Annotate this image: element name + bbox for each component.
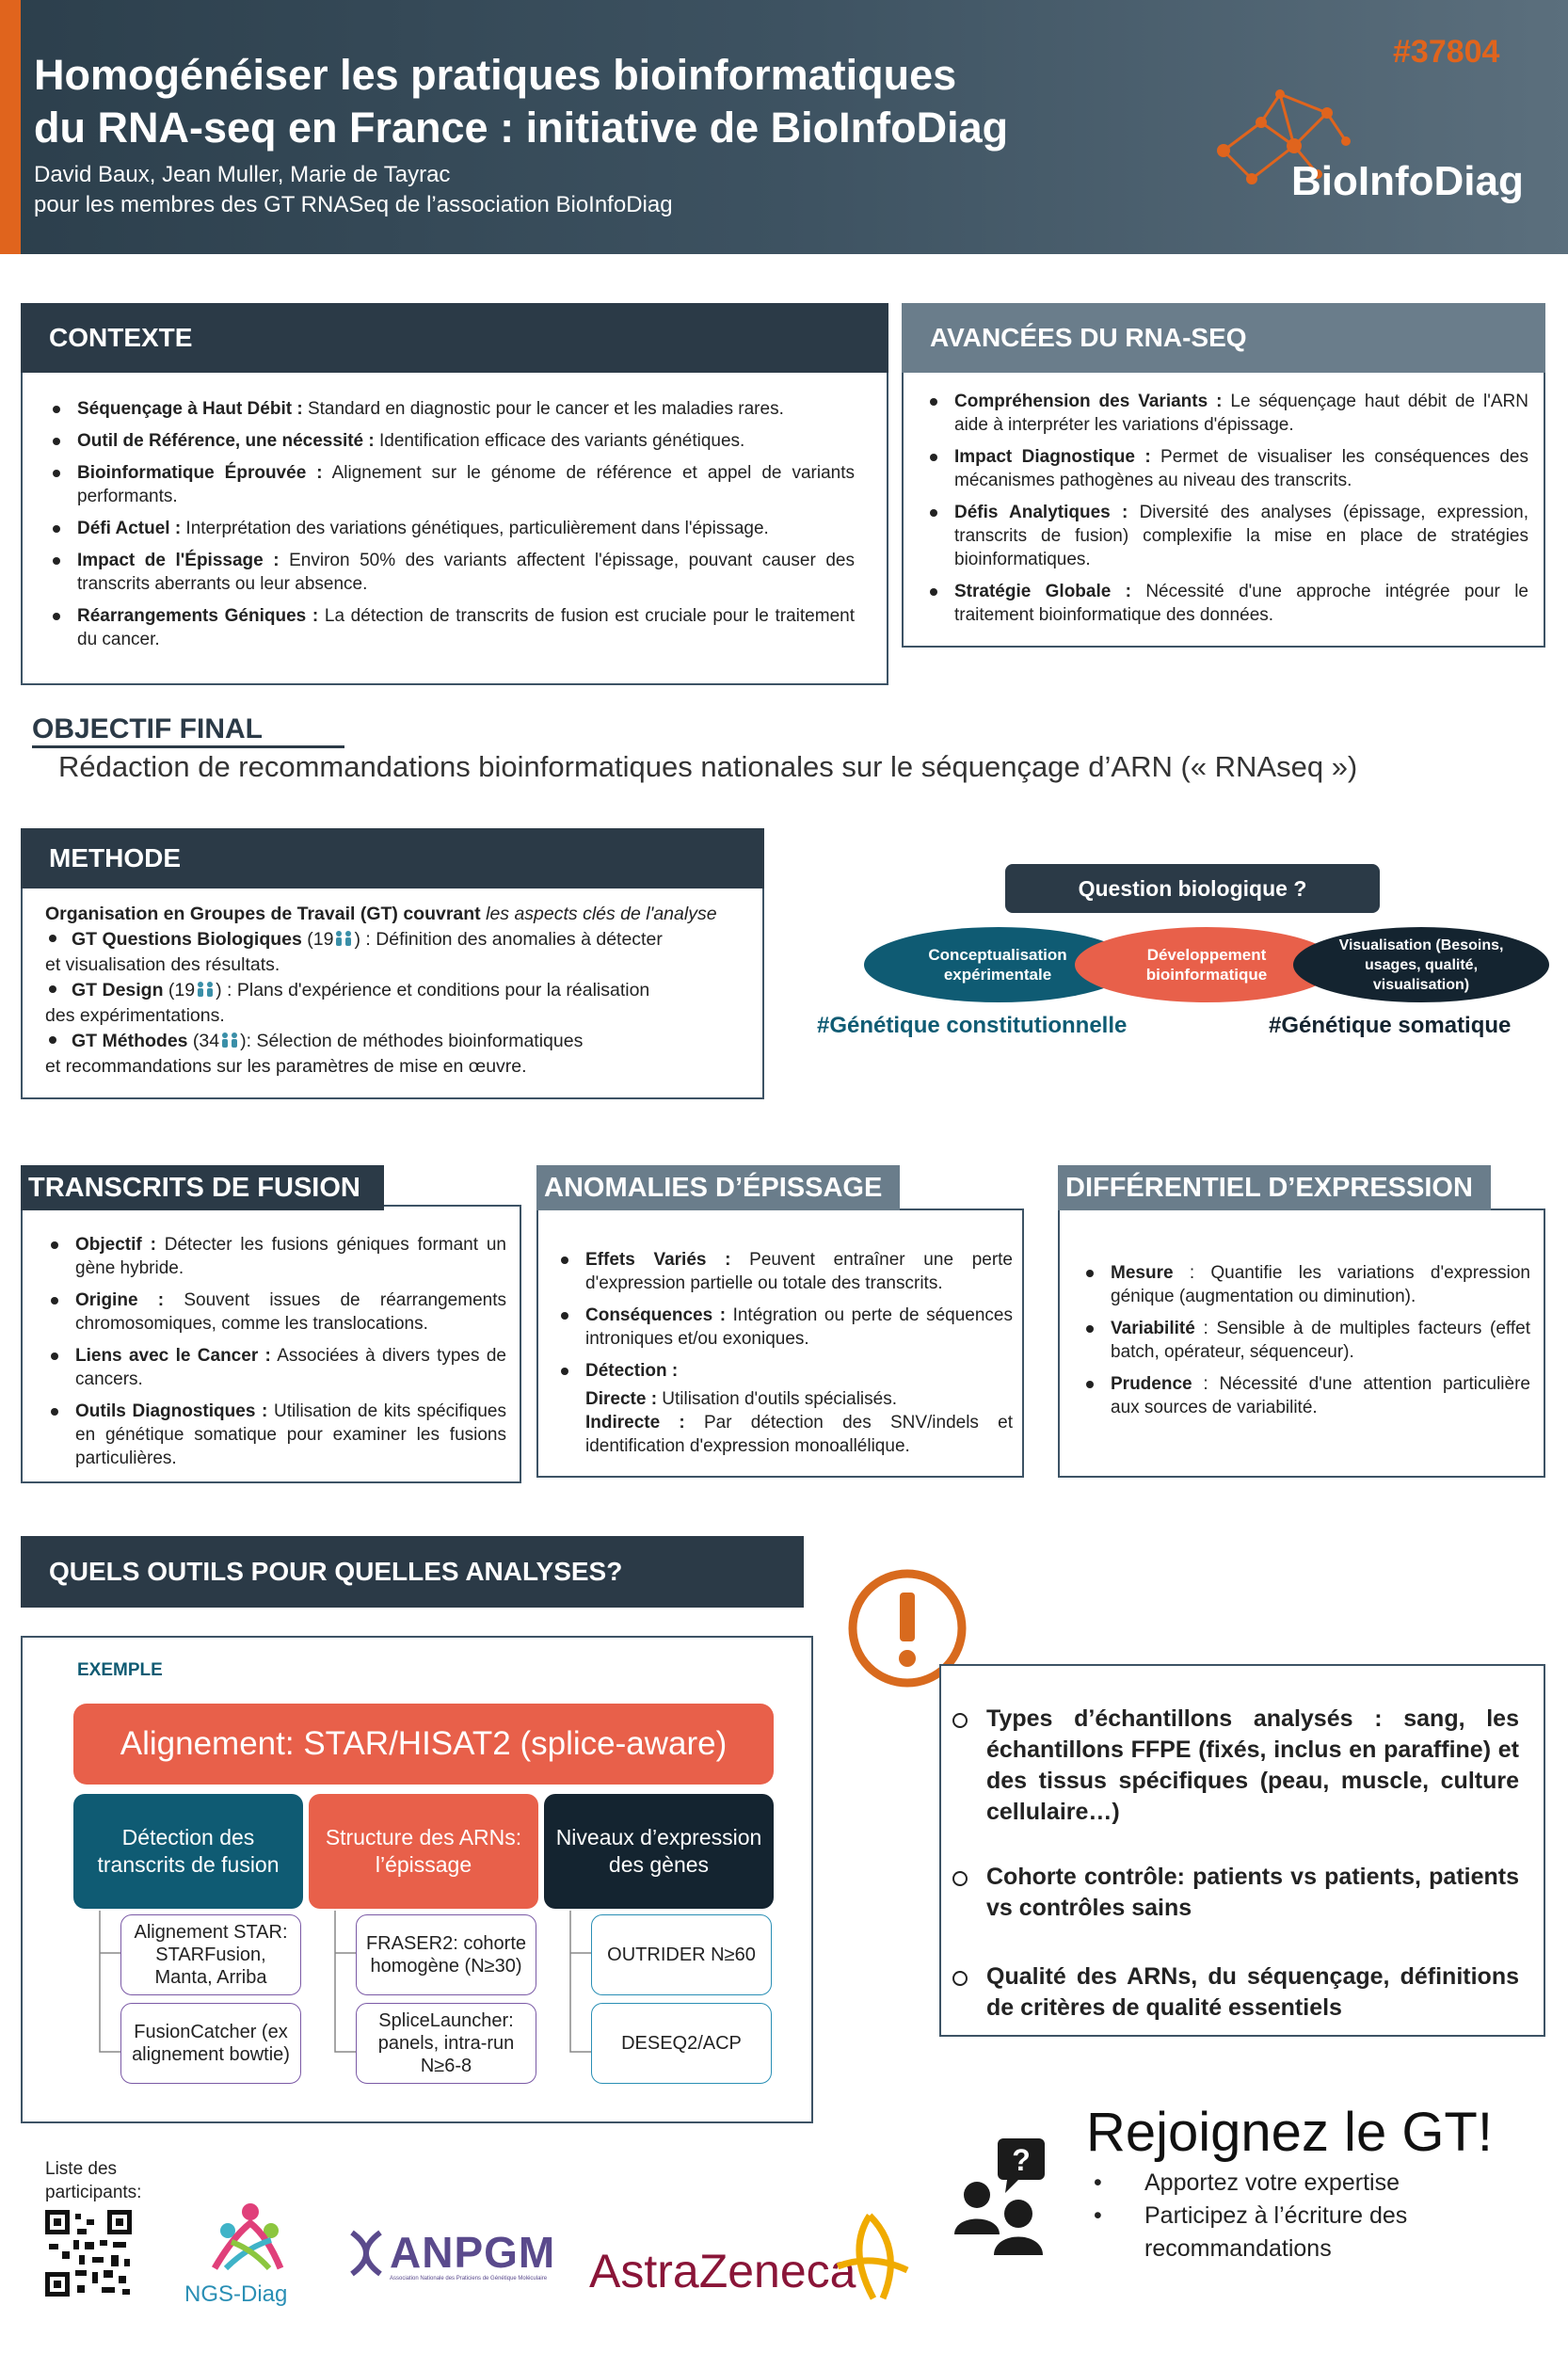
outils-col-head: Détection des transcrits de fusion [73, 1794, 303, 1909]
avancees-item: Défis Analytiques : Diversité des analyses (épissage, expression, transcrits de fusion) complexifie la mise en place de stratégies bioinformatiques. [920, 501, 1528, 571]
epissage-item: Détection : [552, 1359, 1013, 1383]
astrazeneca-logo-icon [828, 2212, 913, 2304]
fusion-item: Origine : Souvent issues de réarrangements chromosomiques, comme les translocations. [41, 1289, 506, 1336]
epissage-content [552, 1248, 1013, 1458]
objectif-text: Rédaction de recommandations bioinformatiques nationales sur le séquençage d’ARN (« RNAseq ») [58, 750, 1358, 783]
qr-code-icon[interactable] [45, 2210, 132, 2297]
objectif-title: OBJECTIF FINAL [32, 713, 263, 744]
rejoignez-title: Rejoignez le GT! [1086, 2102, 1493, 2163]
outils-title: QUELS OUTILS POUR QUELLES ANALYSES? [21, 1536, 804, 1608]
authors: David Baux, Jean Muller, Marie de Tayrac pour les membres des GT RNASeq de l’association BioInfoDiag [34, 162, 673, 217]
outils-tool-box: FRASER2: cohorte homogène (N≥30) [356, 1914, 536, 1995]
avancees-item: Impact Diagnostique : Permet de visualiser les conséquences des mécanismes pathogènes au niveau des transcrits. [920, 445, 1528, 492]
expression-list [1077, 1261, 1530, 1428]
avancees-item: Compréhension des Variants : Le séquençage haut débit de l'ARN aide à interpréter les variations d'épissage. [920, 390, 1528, 437]
accent-bar [0, 0, 21, 254]
ngs-diag-logo-icon [205, 2199, 286, 2276]
fusion-list [41, 1233, 506, 1479]
fusion-item: Objectif : Détecter les fusions géniques formant un gène hybride. [41, 1233, 506, 1280]
attention-item: Qualité des ARNs, du séquençage, définitions de critères de qualité essentiels [945, 1961, 1519, 2024]
outils-tool-box: FusionCatcher (ex alignement bowtie) [120, 2003, 301, 2084]
methode-item: GT Design (19 ) : Plans d'expérience et conditions pour la réalisation des expérimentations. [45, 980, 650, 1026]
anpgm-logo-icon [346, 2229, 386, 2278]
outils-col-head: Structure des ARNs: l’épissage [309, 1794, 538, 1909]
rejoignez-item: • Participez à l’écriture des recommandations [1094, 2202, 1408, 2262]
hashtag-constitutionnelle: #Génétique constitutionnelle [817, 1013, 1128, 1038]
anpgm-sub: Association Nationale des Praticiens de Génétique Moléculaire [390, 2276, 548, 2281]
participants-label: Liste des participants: [45, 2159, 142, 2202]
people-question-icon [949, 2137, 1048, 2255]
question-biologique: Question biologique ? [1005, 864, 1380, 913]
attention-box [939, 1664, 1545, 2037]
rejoignez-list [1086, 2167, 1425, 2265]
expression-item: Mesure : Quantifie les variations d'expression génique (augmentation ou diminution). [1077, 1261, 1530, 1308]
ellipse-conceptualisation: Conceptualisation expérimentale [928, 946, 1067, 984]
people-icon [195, 981, 216, 998]
contexte-item: Réarrangements Géniques : La détection de transcrits de fusion est cruciale pour le traitement du cancer. [43, 604, 855, 651]
attention-list [945, 1704, 1519, 2061]
hashtag-somatique: #Génétique somatique [1269, 1013, 1512, 1038]
contexte-item: Bioinformatique Éprouvée : Alignement sur le génome de référence et appel de variants performants. [43, 461, 855, 508]
fusion-box [21, 1205, 521, 1483]
fusion-title: TRANSCRITS DE FUSION [21, 1165, 384, 1210]
contexte-item: Séquençage à Haut Débit : Standard en diagnostic pour le cancer et les maladies rares. [43, 397, 855, 421]
contexte-list [43, 397, 855, 660]
epissage-item: Effets Variés : Peuvent entraîner une perte d'expression partielle ou totale des transcrits. [552, 1248, 1013, 1295]
methode-item: GT Questions Biologiques (19 ) : Définition des anomalies à détecter et visualisation des résultats. [45, 929, 663, 975]
epissage-directe: Directe : Utilisation d'outils spécialisés. [585, 1389, 897, 1409]
avancees-item: Stratégie Globale : Nécessité d'une approche intégrée pour le traitement bioinformatique des données. [920, 580, 1528, 627]
ellipse-visualisation: Visualisation (Besoins, usages, qualité, visualisation) [1338, 936, 1504, 993]
poster-number: #37804 [1393, 34, 1500, 70]
fusion-item: Liens avec le Cancer : Associées à divers types de cancers. [41, 1344, 506, 1391]
contexte-item: Impact de l'Épissage : Environ 50% des variants affectent l'épissage, pouvant causer des transcrits aberrants ou leur absence. [43, 549, 855, 596]
epissage-item: Conséquences : Intégration ou perte de séquences introniques et/ou exoniques. [552, 1304, 1013, 1351]
methode-item: GT Méthodes (34 ): Sélection de méthodes bioinformatiques et recommandations sur les paramètres de mise en œuvre. [45, 1031, 584, 1077]
expression-title: DIFFÉRENTIEL D’EXPRESSION [1058, 1165, 1491, 1210]
outils-tool-box: SpliceLauncher: panels, intra-run N≥6-8 [356, 2003, 536, 2084]
svg-text:?: ? [1012, 2143, 1031, 2177]
attention-item: Types d’échantillons analysés : sang, les échantillons FFPE (fixés, inclus en paraffine) et des tissus spécifiques (peau, muscle, culture cellulaire…) [945, 1704, 1519, 1828]
contexte-item: Défi Actuel : Interprétation des variations génétiques, particulièrement dans l'épissage. [43, 517, 855, 540]
methode-content: Organisation en Groupes de Travail (GT) couvrant les aspects clés de l'analyse GT Questions Biologiques (19 ) : Définition des anomalies à détecter et visualisation des résultats. GT Design (19 ) : Plans d'expérience et conditions pour la réalisation des expérimentations. GT Méthodes (34 ): Sélection de méthodes bioinformatiques et recommandations sur les paramètres de mise en œuvre. [45, 902, 742, 1080]
expression-box [1058, 1209, 1545, 1478]
people-icon [219, 1032, 240, 1048]
fusion-item: Outils Diagnostiques : Utilisation de kits spécifiques en génétique somatique pour examiner les fusions particulières. [41, 1400, 506, 1470]
avancees-title: AVANCÉES DU RNA-SEQ [902, 303, 1545, 373]
expression-item: Prudence : Nécessité d'une attention particulière aux sources de variabilité. [1077, 1372, 1530, 1419]
ngs-diag-label: NGS-Diag [184, 2281, 288, 2307]
expression-item: Variabilité : Sensible à de multiples facteurs (effet batch, opérateur, séquenceur). [1077, 1317, 1530, 1364]
people-icon [333, 930, 354, 947]
anpgm-label: ANPGM [390, 2228, 556, 2277]
contexte-title: CONTEXTE [21, 303, 888, 373]
rejoignez-item: • Apportez votre expertise [1094, 2169, 1400, 2196]
epissage-indirecte: Indirecte : Par détection des SNV/indels et identification d'expression monoallélique. [585, 1413, 1013, 1456]
epissage-box [536, 1209, 1024, 1478]
ellipse-developpement: Développement bioinformatique [1145, 946, 1268, 984]
attention-item: Cohorte contrôle: patients vs patients, patients vs contrôles sains [945, 1862, 1519, 1924]
alignement-banner: Alignement: STAR/HISAT2 (splice-aware) [73, 1704, 774, 1785]
objectif-underline [32, 745, 344, 748]
exemple-label: EXEMPLE [77, 1660, 163, 1680]
methode-title: METHODE [21, 828, 764, 888]
poster-title: Homogénéiser les pratiques bioinformatiques du RNA-seq en France : initiative de BioInfoDiag [34, 51, 1009, 152]
outils-tool-box: OUTRIDER N≥60 [591, 1914, 772, 1995]
outils-col-head: Niveaux d’expression des gènes [544, 1794, 774, 1909]
outils-tool-box: DESEQ2/ACP [591, 2003, 772, 2084]
outils-tool-box: Alignement STAR: STARFusion, Manta, Arriba [120, 1914, 301, 1995]
astrazeneca-label: AstraZeneca [589, 2245, 856, 2297]
logo-text: BioInfoDiag [1291, 158, 1524, 204]
contexte-item: Outil de Référence, une nécessité : Identification efficace des variants génétiques. [43, 429, 855, 453]
avancees-list [920, 390, 1528, 635]
epissage-title: ANOMALIES D’ÉPISSAGE [536, 1165, 900, 1210]
